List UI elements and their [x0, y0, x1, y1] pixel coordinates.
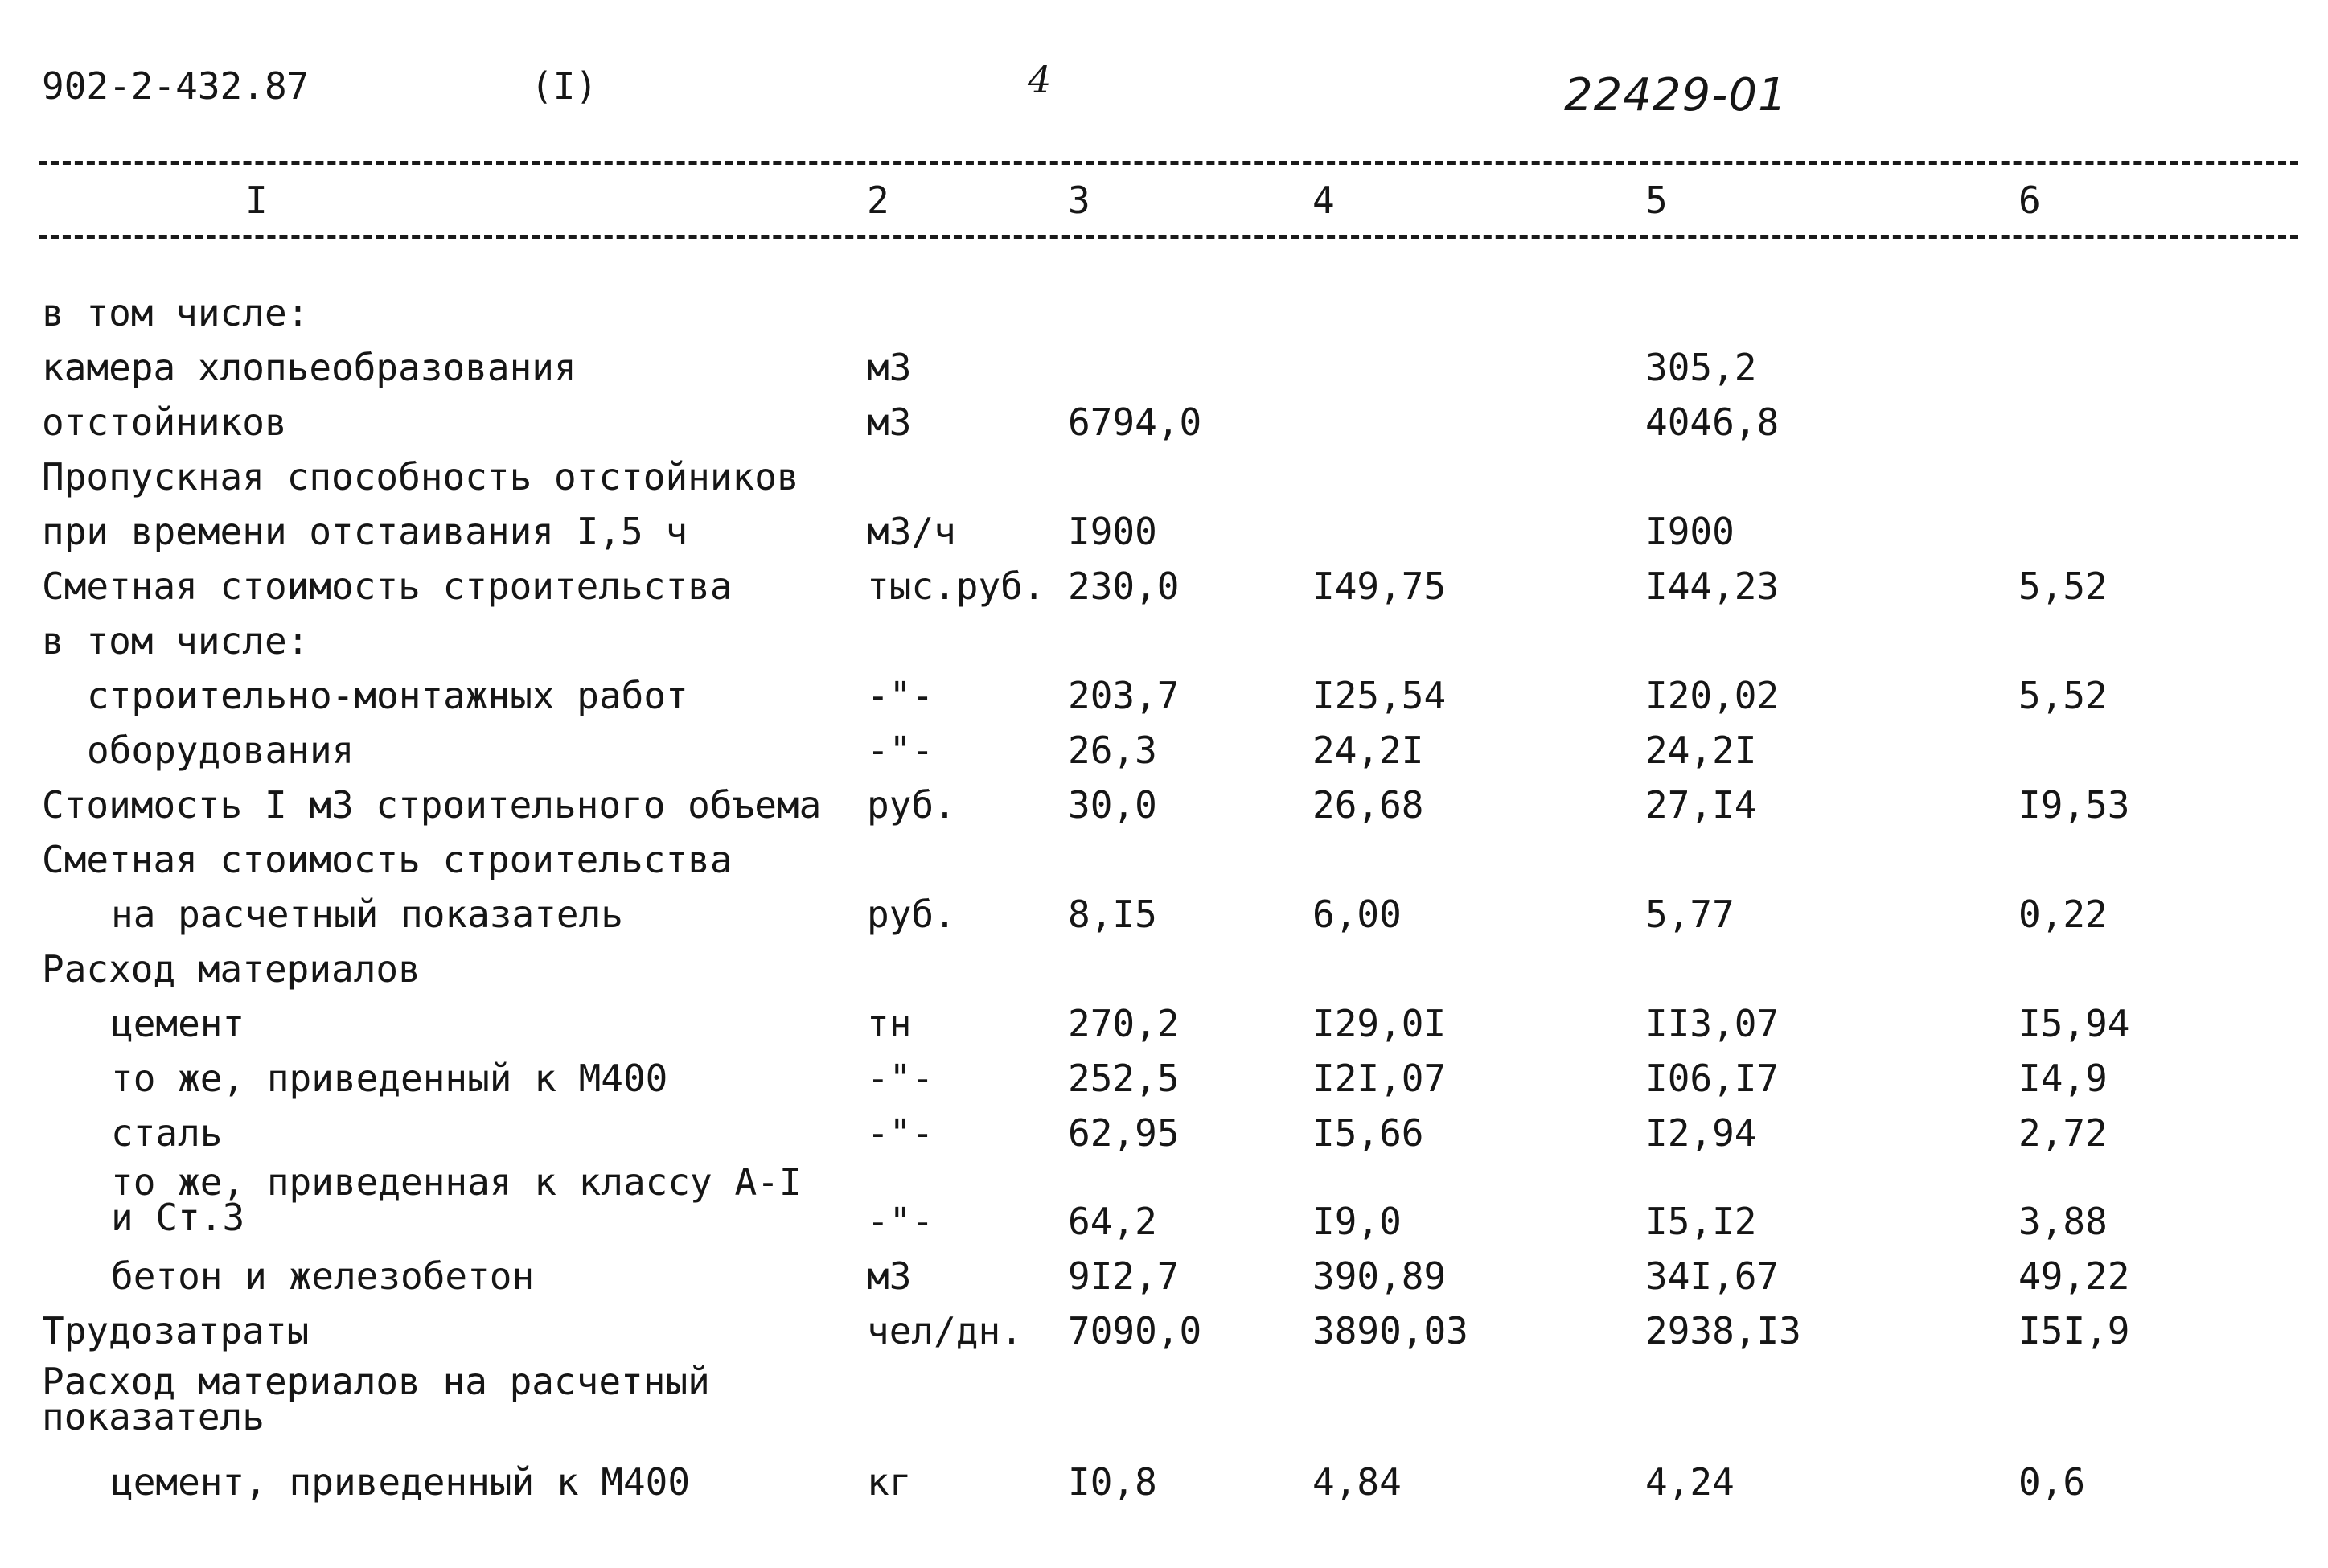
row-unit: м3: [867, 346, 912, 389]
table-row: [0, 783, 2328, 838]
table-row: [0, 838, 2328, 893]
row-label: бетон и железобетон: [111, 1254, 535, 1298]
cell-col6: 3,88: [2018, 1200, 2108, 1243]
row-unit: тыс.руб.: [867, 564, 1045, 608]
table-row: [0, 674, 2328, 729]
row-label: то же, приведенная к классу А-I: [111, 1160, 802, 1204]
row-label: то же, приведенный к М400: [111, 1057, 668, 1100]
row-unit: м3: [867, 1254, 912, 1298]
row-unit: руб.: [867, 893, 956, 936]
row-label: цемент: [111, 1002, 245, 1045]
table-row: [0, 1309, 2328, 1364]
cell-col5: 24,2I: [1645, 729, 1757, 772]
row-unit: -"-: [867, 729, 934, 772]
cell-col3: 30,0: [1068, 783, 1157, 827]
cell-col4: 24,2I: [1312, 729, 1424, 772]
cell-col3: 26,3: [1068, 729, 1157, 772]
cell-col5: 4046,8: [1645, 400, 1780, 444]
cell-col5: 305,2: [1645, 346, 1757, 389]
cell-col3: 64,2: [1068, 1200, 1157, 1243]
table-row: [0, 1460, 2328, 1515]
row-label: Сметная стоимость строительства: [42, 564, 733, 608]
column-header-2: 2: [867, 179, 889, 222]
header-rule-top: [39, 161, 2298, 165]
row-unit: м3: [867, 400, 912, 444]
cell-col3: 203,7: [1068, 674, 1180, 717]
row-unit: кг: [867, 1460, 912, 1504]
row-unit: м3/ч: [867, 510, 956, 553]
cell-col4: I29,0I: [1312, 1002, 1447, 1045]
inventory-number: 22429-01: [1564, 69, 1788, 121]
table-row: [0, 619, 2328, 674]
cell-col4: 26,68: [1312, 783, 1424, 827]
cell-col3: 8,I5: [1068, 893, 1157, 936]
row-label: в том числе:: [42, 291, 310, 335]
cell-col4: I5,66: [1312, 1111, 1424, 1155]
row-unit: тн: [867, 1002, 912, 1045]
cell-col6: I9,53: [2018, 783, 2130, 827]
cell-col5: 4,24: [1645, 1460, 1735, 1504]
row-label: Расход материалов: [42, 947, 421, 991]
row-label: строительно-монтажных работ: [87, 674, 688, 717]
cell-col4: 3890,03: [1312, 1309, 1468, 1353]
table-row: [0, 1160, 2328, 1243]
cell-col6: 0,6: [2018, 1460, 2086, 1504]
row-label: сталь: [111, 1111, 223, 1155]
row-label: оборудования: [87, 729, 355, 772]
table-row: [0, 1057, 2328, 1111]
table-row: [0, 455, 2328, 510]
row-label: Стоимость I м3 строительного объема: [42, 783, 822, 827]
cell-col3: 252,5: [1068, 1057, 1180, 1100]
cell-col3: 9I2,7: [1068, 1254, 1180, 1298]
cell-col6: I5,94: [2018, 1002, 2130, 1045]
column-header-1: I: [245, 179, 268, 222]
column-header-4: 4: [1312, 179, 1335, 222]
row-label: цемент, приведенный к М400: [111, 1460, 691, 1504]
cell-col6: 49,22: [2018, 1254, 2130, 1298]
row-label: отстойников: [42, 400, 287, 444]
cell-col6: 5,52: [2018, 564, 2108, 608]
table-row: [0, 947, 2328, 1002]
cell-col4: 390,89: [1312, 1254, 1447, 1298]
page-number: 4: [1028, 58, 1052, 101]
row-label-continued: показатель: [42, 1395, 265, 1439]
cell-col3: 6794,0: [1068, 400, 1202, 444]
section-number: (I): [531, 64, 598, 108]
cell-col3: 230,0: [1068, 564, 1180, 608]
column-header-6: 6: [2018, 179, 2041, 222]
row-label-continued: и Ст.3: [111, 1196, 245, 1239]
row-unit: -"-: [867, 1111, 934, 1155]
row-label: камера хлопьеобразования: [42, 346, 577, 389]
cell-col3: I900: [1068, 510, 1157, 553]
cell-col5: I2,94: [1645, 1111, 1757, 1155]
cell-col6: 2,72: [2018, 1111, 2108, 1155]
cell-col5: I900: [1645, 510, 1735, 553]
cell-col5: II3,07: [1645, 1002, 1780, 1045]
row-label: в том числе:: [42, 619, 310, 663]
row-label: Сметная стоимость строительства: [42, 838, 733, 881]
table-row: [0, 1254, 2328, 1309]
cell-col5: I20,02: [1645, 674, 1780, 717]
column-header-3: 3: [1068, 179, 1090, 222]
row-unit: -"-: [867, 1057, 934, 1100]
row-unit: -"-: [867, 1200, 934, 1243]
cell-col6: 5,52: [2018, 674, 2108, 717]
cell-col4: I2I,07: [1312, 1057, 1447, 1100]
cell-col6: I5I,9: [2018, 1309, 2130, 1353]
cell-col5: 2938,I3: [1645, 1309, 1801, 1353]
header-rule-bottom: [39, 235, 2298, 239]
cell-col5: I5,I2: [1645, 1200, 1757, 1243]
row-label: при времени отстаивания I,5 ч: [42, 510, 688, 553]
row-label: Расход материалов на расчетный: [42, 1360, 710, 1403]
cell-col6: 0,22: [2018, 893, 2108, 936]
cell-col5: I06,I7: [1645, 1057, 1780, 1100]
column-header-5: 5: [1645, 179, 1668, 222]
table-row: [0, 1111, 2328, 1166]
cell-col4: 6,00: [1312, 893, 1402, 936]
table-row: [0, 729, 2328, 783]
cell-col3: 62,95: [1068, 1111, 1180, 1155]
row-label: Трудозатраты: [42, 1309, 310, 1353]
table-row: [0, 1360, 2328, 1441]
table-row: [0, 400, 2328, 455]
row-unit: -"-: [867, 674, 934, 717]
cell-col3: I0,8: [1068, 1460, 1157, 1504]
table-row: [0, 564, 2328, 619]
cell-col5: 34I,67: [1645, 1254, 1780, 1298]
document-code: 902-2-432.87: [42, 64, 310, 108]
cell-col6: I4,9: [2018, 1057, 2108, 1100]
table-row: [0, 346, 2328, 400]
cell-col3: 270,2: [1068, 1002, 1180, 1045]
row-label: Пропускная способность отстойников: [42, 455, 799, 499]
cell-col3: 7090,0: [1068, 1309, 1202, 1353]
cell-col4: I25,54: [1312, 674, 1447, 717]
cell-col4: 4,84: [1312, 1460, 1402, 1504]
cell-col5: I44,23: [1645, 564, 1780, 608]
cell-col5: 5,77: [1645, 893, 1735, 936]
table-row: [0, 893, 2328, 947]
cell-col4: I49,75: [1312, 564, 1447, 608]
cell-col4: I9,0: [1312, 1200, 1402, 1243]
row-unit: руб.: [867, 783, 956, 827]
row-unit: чел/дн.: [867, 1309, 1023, 1353]
table-row: [0, 510, 2328, 564]
table-row: [0, 1002, 2328, 1057]
cell-col5: 27,I4: [1645, 783, 1757, 827]
row-label: на расчетный показатель: [111, 893, 623, 936]
table-row: [0, 291, 2328, 346]
